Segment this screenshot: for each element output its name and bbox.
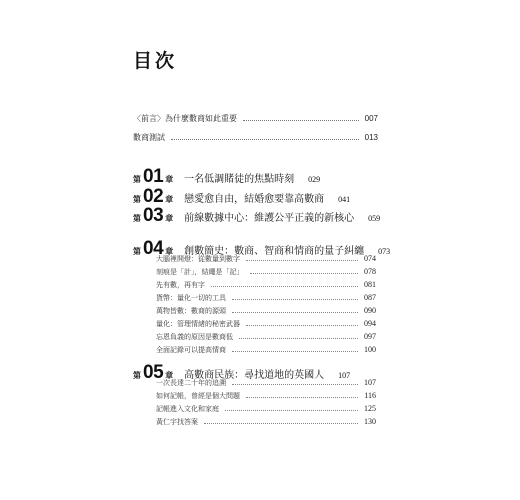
section-entry[interactable] xyxy=(156,345,376,358)
dot-leader xyxy=(243,119,359,121)
section-title: 忘恩負義的原因是數商低 xyxy=(156,333,233,341)
chapter-prefix: 第 xyxy=(133,175,141,184)
section-title: 萬物皆數：數商的源頭 xyxy=(156,307,226,315)
chapter-number: 02 xyxy=(143,186,164,207)
chapter-page: 107 xyxy=(338,371,351,380)
section-page: 087 xyxy=(364,293,376,302)
chapter-prefix: 第 xyxy=(133,371,141,380)
section-entry[interactable] xyxy=(156,267,376,280)
front-matter xyxy=(133,113,378,151)
chapter-page: 041 xyxy=(338,195,351,204)
dot-leader xyxy=(232,350,358,352)
section-title: 黃仁宇找答案 xyxy=(156,418,198,426)
dot-leader xyxy=(246,396,358,398)
section-title: 刻痕是「計」，結繩是「記」 xyxy=(156,268,244,276)
chapter-number: 04 xyxy=(143,238,164,259)
entry-title: 〈前言〉為什麼數商如此重要 xyxy=(133,114,237,123)
chapter-number: 01 xyxy=(143,166,164,187)
section-title: 量化：管理情緒的秘密武器 xyxy=(156,320,240,328)
chapter-5-sections xyxy=(156,378,376,430)
section-entry[interactable] xyxy=(156,332,376,345)
section-page: 074 xyxy=(364,254,376,263)
section-page: 116 xyxy=(364,391,376,400)
chapter-page: 029 xyxy=(308,175,321,184)
section-title: 一次長達二十年的追溯 xyxy=(156,379,226,387)
entry-page: 013 xyxy=(364,133,378,142)
entry-title: 數商測試 xyxy=(133,133,165,142)
section-entry[interactable] xyxy=(156,391,376,404)
section-entry[interactable] xyxy=(156,319,376,332)
section-entry[interactable] xyxy=(156,293,376,306)
dot-leader xyxy=(246,259,358,261)
section-title: 全面記錄可以提高情商 xyxy=(156,346,226,354)
chapter-suffix: 章 xyxy=(165,214,174,223)
chapter-page: 073 xyxy=(378,247,391,256)
section-page: 094 xyxy=(364,319,376,328)
chapter-suffix: 章 xyxy=(165,195,174,204)
dot-leader xyxy=(211,285,358,287)
section-page: 090 xyxy=(364,306,376,315)
chapter-title: 一名低調賭徒的焦點時刻 xyxy=(184,174,295,185)
section-page: 125 xyxy=(364,404,376,413)
toc-entry-preface[interactable] xyxy=(133,113,378,132)
section-entry[interactable] xyxy=(156,404,376,417)
section-title: 如何記帳，曾經是個大問題 xyxy=(156,392,240,400)
chapter-title: 前線數據中心：維護公平正義的新核心 xyxy=(184,213,355,224)
section-entry[interactable] xyxy=(156,378,376,391)
dot-leader xyxy=(250,272,359,274)
chapter-3-heading[interactable] xyxy=(133,205,380,227)
chapter-prefix: 第 xyxy=(133,195,141,204)
chapter-title: 戀愛愈自由，結婚愈要靠高數商 xyxy=(184,194,325,205)
section-title: 大腦裡開燈：從數量到數字 xyxy=(156,255,240,263)
toc-entry-test[interactable] xyxy=(133,132,378,151)
chapter-title: 創數簡史：數商、智商和情商的量子糾纏 xyxy=(184,246,365,257)
chapter-4-sections xyxy=(156,254,376,358)
dot-leader xyxy=(171,138,359,140)
section-page: 081 xyxy=(364,280,376,289)
section-entry[interactable] xyxy=(156,417,376,430)
chapter-prefix: 第 xyxy=(133,247,141,256)
dot-leader xyxy=(225,409,358,411)
dot-leader xyxy=(232,298,358,300)
section-title: 先有數，再有字 xyxy=(156,281,205,289)
chapter-page: 059 xyxy=(368,214,381,223)
section-entry[interactable] xyxy=(156,254,376,267)
dot-leader xyxy=(204,422,358,424)
section-page: 130 xyxy=(364,417,376,426)
dot-leader xyxy=(239,337,358,339)
section-page: 107 xyxy=(364,378,376,387)
section-page: 097 xyxy=(364,332,376,341)
section-entry[interactable] xyxy=(156,280,376,293)
chapter-1-heading[interactable] xyxy=(133,166,320,188)
section-page: 100 xyxy=(364,345,376,354)
chapter-suffix: 章 xyxy=(165,247,174,256)
chapter-prefix: 第 xyxy=(133,214,141,223)
chapter-title: 高數商民族：尋找道地的英國人 xyxy=(184,370,325,381)
chapter-suffix: 章 xyxy=(165,371,174,380)
section-title: 記帳進入文化和家庭 xyxy=(156,405,219,413)
dot-leader xyxy=(232,383,358,385)
section-title: 貨幣：量化一切的工具 xyxy=(156,294,226,302)
entry-page: 007 xyxy=(364,114,378,123)
chapter-number: 03 xyxy=(143,205,164,226)
page-title: 目次 xyxy=(133,50,178,72)
chapter-number: 05 xyxy=(143,362,164,383)
chapter-suffix: 章 xyxy=(165,175,174,184)
dot-leader xyxy=(232,311,358,313)
section-page: 078 xyxy=(364,267,376,276)
section-entry[interactable] xyxy=(156,306,376,319)
dot-leader xyxy=(246,324,358,326)
